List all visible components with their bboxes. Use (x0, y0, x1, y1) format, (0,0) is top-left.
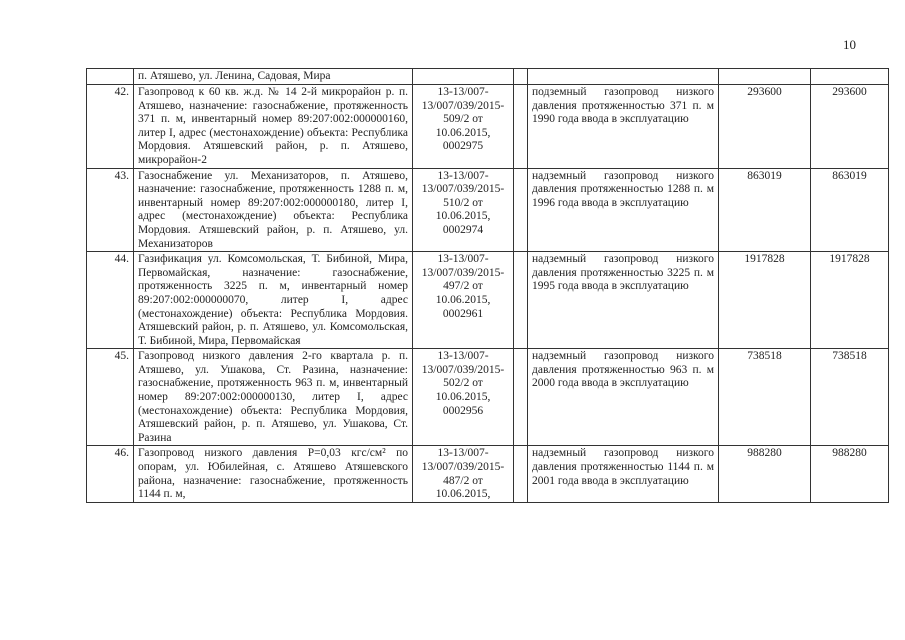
value-2: 293600 (811, 85, 889, 169)
value-2: 988280 (811, 446, 889, 502)
value-2: 1917828 (811, 252, 889, 349)
object-characteristics: надземный газопровод низкого давления протяженностью 3225 п. м 1995 года ввода в эксплуатацию (528, 252, 719, 349)
value-1: 988280 (719, 446, 811, 502)
table-row (87, 85, 889, 169)
page-number: 10 (843, 37, 856, 52)
cell-blank (514, 446, 528, 502)
row-number: 42. (87, 85, 134, 169)
registration-record: 13-13/007- 13/007/039/2015- 502/2 от 10.06.2015, 0002956 (413, 349, 514, 446)
row-number: 43. (87, 168, 134, 252)
value-2: 863019 (811, 168, 889, 252)
table-row-continuation (87, 69, 889, 85)
cell-blank (514, 69, 528, 85)
object-description: Газопровод к 60 кв. ж.д. № 14 2-й микрорайон р. п. Атяшево, назначение: газоснабжение, протяженность 371 п. м, инвентарный номер 89:207:002:000000160, литер I, адрес (местонахождение) объекта: Республика Мордовия. Атяшевский район, р. п. Атяшево, микрорайон-2 (134, 85, 413, 169)
cell-blank (514, 252, 528, 349)
cell-num (87, 69, 134, 85)
object-description: Газопровод низкого давления Р=0,03 кгс/см² по опорам, ул. Юбилейная, с. Атяшево Атяшевского района, назначение: газоснабжение, протяженность 1144 п. м, (134, 446, 413, 502)
object-description: Газопровод низкого давления 2-го квартала р. п. Атяшево, ул. Ушакова, Ст. Разина, назначение: газоснабжение, протяженность 963 п. м, инвентарный номер 89:207:002:000000130, литер I, адрес (местонахождение) объекта: Республика Мордовия, Атяшевский район, р. п. Атяшево, ул. Ушакова, Ст. Разина (134, 349, 413, 446)
cell-description: п. Атяшево, ул. Ленина, Садовая, Мира (134, 69, 413, 85)
value-1: 1917828 (719, 252, 811, 349)
table-row (87, 168, 889, 252)
table-row (87, 446, 889, 502)
registration-record: 13-13/007- 13/007/039/2015- 509/2 от 10.06.2015, 0002975 (413, 85, 514, 169)
cell-registration (413, 69, 514, 85)
table-row (87, 252, 889, 349)
registration-record: 13-13/007- 13/007/039/2015- 487/2 от 10.06.2015, (413, 446, 514, 502)
object-characteristics: надземный газопровод низкого давления протяженностью 963 п. м 2000 года ввода в эксплуатацию (528, 349, 719, 446)
object-description: Газоснабжение ул. Механизаторов, п. Атяшево, назначение: газоснабжение, протяженность 1288 п. м, инвентарный номер 89:207:002:000000180, литер I, адрес (местонахождение) объекта: Республика Мордовия. Атяшевский район, р. п. Атяшево, ул. Механизаторов (134, 168, 413, 252)
cell-characteristics (528, 69, 719, 85)
row-number: 44. (87, 252, 134, 349)
value-2: 738518 (811, 349, 889, 446)
object-characteristics: надземный газопровод низкого давления протяженностью 1144 п. м 2001 года ввода в эксплуатацию (528, 446, 719, 502)
cell-value-2 (811, 69, 889, 85)
value-1: 863019 (719, 168, 811, 252)
row-number: 45. (87, 349, 134, 446)
object-description: Газификация ул. Комсомольская, Т. Бибиной, Мира, Первомайская, назначение: газоснабжение, протяженность 3225 п. м, инвентарный номер 89:207:002:000000070, литер I, адрес (местонахождение) объекта: Республика Мордовия. Атяшевский район, р. п. Атяшево, ул. Комсомольская, Т. Бибиной, Мира, Первомайская (134, 252, 413, 349)
table-row (87, 349, 889, 446)
cell-blank (514, 349, 528, 446)
cell-blank (514, 168, 528, 252)
row-number: 46. (87, 446, 134, 502)
object-characteristics: надземный газопровод низкого давления протяженностью 1288 п. м 1996 года ввода в эксплуатацию (528, 168, 719, 252)
value-1: 738518 (719, 349, 811, 446)
property-registry-table (86, 68, 889, 503)
object-characteristics: подземный газопровод низкого давления протяженностью 371 п. м 1990 года ввода в эксплуатацию (528, 85, 719, 169)
cell-value-1 (719, 69, 811, 85)
registration-record: 13-13/007- 13/007/039/2015- 510/2 от 10.06.2015, 0002974 (413, 168, 514, 252)
value-1: 293600 (719, 85, 811, 169)
cell-blank (514, 85, 528, 169)
registration-record: 13-13/007- 13/007/039/2015- 497/2 от 10.06.2015, 0002961 (413, 252, 514, 349)
